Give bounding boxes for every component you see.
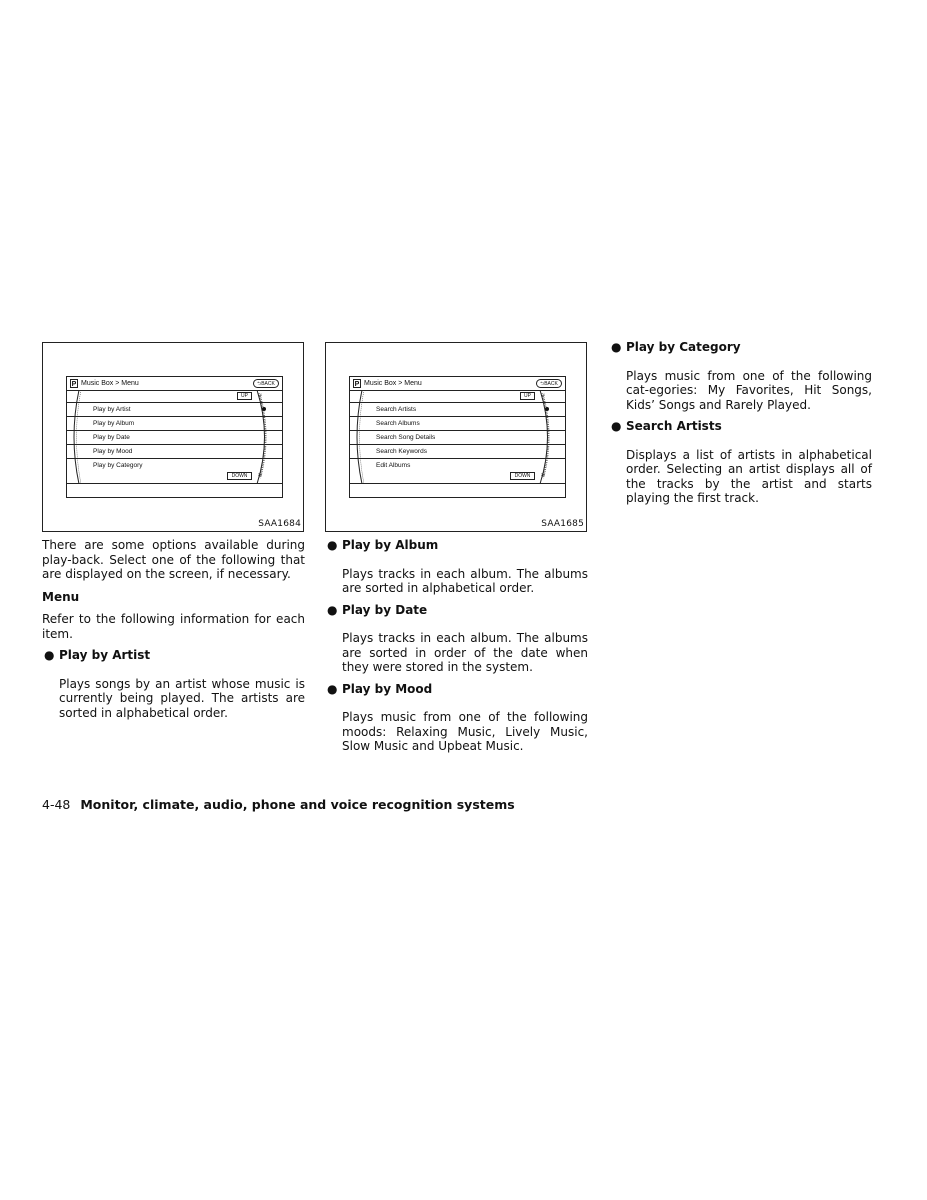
menu-item: Play by Mood <box>67 444 282 458</box>
chevron-down-icon: ≈ <box>258 472 262 479</box>
bullet-play-by-category <box>609 340 872 355</box>
back-button: ⮌BACK <box>536 379 562 388</box>
down-button: DOWN <box>510 472 535 480</box>
play-by-date-paragraph: Plays tracks in each album. The albums are sorted in order of the date when they were stored in the system. <box>342 631 588 674</box>
p-icon: P <box>354 381 360 388</box>
down-button: DOWN <box>227 472 252 480</box>
bullet-play-by-album <box>325 538 588 553</box>
bullet-play-by-date <box>325 603 588 618</box>
figure-music-box-menu-2 <box>325 342 587 532</box>
page-footer <box>42 797 515 813</box>
play-by-mood-paragraph: Plays music from one of the following moods: Relaxing Music, Lively Music, Slow Music and Upbeat Music. <box>342 710 588 753</box>
search-artists-paragraph: Displays a list of artists in alphabetical order. Selecting an artist displays all of the tracks by the artist and starts playing the first track. <box>626 447 872 505</box>
bullet-label: Search Artists <box>626 419 722 433</box>
chevron-up-icon: ≈ <box>258 392 262 399</box>
screen-title: Music Box > Menu <box>81 380 139 387</box>
up-button: UP <box>237 392 252 400</box>
bullet-dot-icon: ● <box>44 648 55 662</box>
menu-item: Play by Date <box>67 430 282 444</box>
menu-item: Edit Albums <box>350 458 565 472</box>
screen-illustration <box>349 376 566 498</box>
bullet-play-by-artist <box>42 648 305 663</box>
play-by-album-paragraph: Plays tracks in each album. The albums are sorted in alphabetical order. <box>342 566 588 595</box>
column-2 <box>325 538 588 754</box>
screen-title: Music Box > Menu <box>364 380 422 387</box>
bullet-play-by-mood <box>325 682 588 697</box>
column-1 <box>42 538 305 720</box>
p-icon: P <box>71 381 77 388</box>
play-by-category-paragraph: Plays music from one of the following cat-egories: My Favorites, Hit Songs, Kids’ Songs and Rarely Played. <box>626 368 872 412</box>
intro-paragraph: There are some options available during play-back. Select one of the following that are displayed on the screen, if necessary. <box>42 538 305 581</box>
figure-code: SAA1684 <box>258 519 301 529</box>
screen-illustration <box>66 376 283 498</box>
bullet-dot-icon: ● <box>327 602 338 617</box>
bullet-dot-icon: ● <box>327 681 338 696</box>
column-3 <box>609 340 872 506</box>
screen-footer-line <box>350 483 565 484</box>
menu-item: Search Albums <box>350 416 565 430</box>
back-button: ⮌BACK <box>253 379 279 388</box>
menu-item: Play by Album <box>67 416 282 430</box>
figure-code: SAA1685 <box>541 519 584 529</box>
title-bar <box>67 377 282 391</box>
up-button: UP <box>520 392 535 400</box>
bullet-label: Play by Mood <box>342 681 433 696</box>
section-title: Monitor, climate, audio, phone and voice recognition systems <box>80 797 515 812</box>
menu-item: Play by Category <box>67 458 282 472</box>
menu-paragraph: Refer to the following information for each item. <box>42 612 305 641</box>
play-by-artist-paragraph: Plays songs by an artist whose music is currently being played. The artists are sorted in alphabetical order. <box>59 676 305 720</box>
menu-item: Search Keywords <box>350 444 565 458</box>
bullet-dot-icon: ● <box>611 419 622 433</box>
bullet-label: Play by Artist <box>59 648 151 662</box>
figure-music-box-menu-1 <box>42 342 304 532</box>
menu-heading: Menu <box>42 589 80 604</box>
bullet-dot-icon: ● <box>611 340 622 354</box>
menu-item: Search Artists <box>350 402 565 416</box>
bullet-label: Play by Date <box>342 602 428 617</box>
bullet-search-artists <box>609 419 872 434</box>
page-number: 4-48 <box>42 797 71 812</box>
bullet-label: Play by Album <box>342 538 439 552</box>
bullet-dot-icon: ● <box>327 538 338 552</box>
screen-footer-line <box>67 483 282 484</box>
menu-item: Play by Artist <box>67 402 282 416</box>
chevron-up-icon: ≈ <box>541 392 545 399</box>
menu-list <box>350 402 565 472</box>
chevron-down-icon: ≈ <box>541 472 545 479</box>
menu-item: Search Song Details <box>350 430 565 444</box>
title-bar <box>350 377 565 391</box>
menu-list <box>67 402 282 472</box>
bullet-label: Play by Category <box>626 340 741 354</box>
